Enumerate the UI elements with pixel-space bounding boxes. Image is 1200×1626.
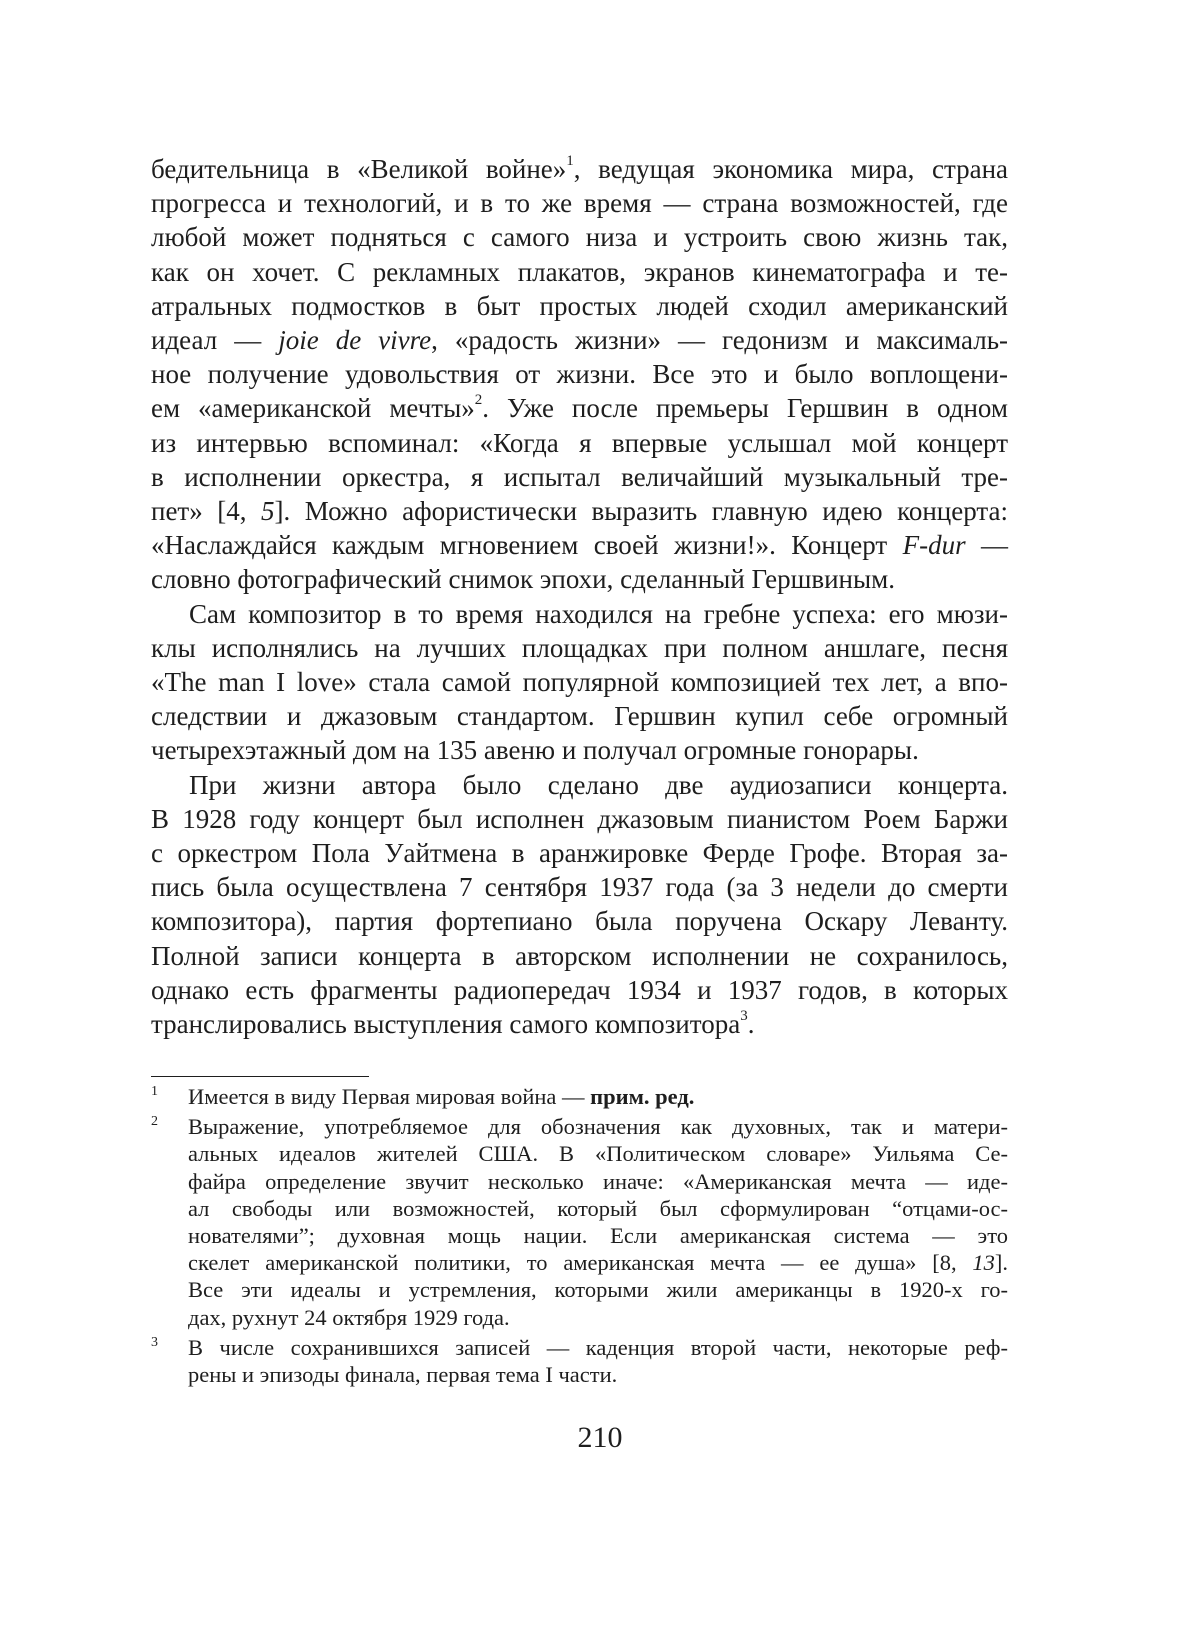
text-line: пет» [4, 5]. Можно афористически выразить главную идею концерта:: [151, 494, 1008, 528]
footnotes: [151, 1083, 1008, 1391]
text-line: атральных подмостков в быт простых людей сходил американский: [151, 289, 1008, 323]
text-line: альных идеалов жителей США. В «Политическом словаре» Уильяма Се-: [188, 1140, 1008, 1167]
text-line: Полной записи концерта в авторском исполнении не сохранилось,: [151, 939, 1008, 973]
text-line: скелет американской политики, то американская мечта — ее душа» [8, 13].: [188, 1249, 1008, 1276]
page-number: 210: [0, 1420, 1200, 1456]
text-line: композитора), партия фортепиано была поручена Оскару Леванту.: [151, 904, 1008, 938]
paragraph-3: [151, 768, 1008, 1042]
text-line: Имеется в виду Первая мировая война — прим. ред.: [188, 1083, 1008, 1110]
footnote-ref-2[interactable]: 2: [475, 392, 483, 408]
text-line: файра определение звучит несколько иначе: «Американская мечта — иде-: [188, 1168, 1008, 1195]
text-line: клы исполнялись на лучших площадках при полном аншлаге, песня: [151, 631, 1008, 665]
text-line: как он хочет. С рекламных плакатов, экранов кинематографа и те-: [151, 255, 1008, 289]
footnote-text: [188, 1113, 1008, 1331]
text-line: В числе сохранившихся записей — каденция второй части, некоторые реф-: [188, 1334, 1008, 1361]
footnote-ref-1[interactable]: 1: [566, 153, 574, 169]
text-line: пись была осуществлена 7 сентября 1937 года (за 3 недели до смерти: [151, 870, 1008, 904]
text-line: Сам композитор в то время находился на гребне успеха: его мюзи-: [151, 597, 1008, 631]
editor-note: прим. ред.: [590, 1084, 694, 1109]
text-line: следствии и джазовым стандартом. Гершвин купил себе огромный: [151, 699, 1008, 733]
italic-key-name: F-dur: [903, 530, 966, 560]
italic-page-ref: 5: [261, 496, 275, 526]
footnote-text: [188, 1083, 1008, 1110]
text-line: прогресса и технологий, и в то же время — страна возможностей, где: [151, 186, 1008, 220]
paragraph-1: [151, 152, 1008, 597]
text-line: нователями”; духовная мощь нации. Если американская система — это: [188, 1222, 1008, 1249]
footnote-3: [151, 1334, 1008, 1388]
footnote-ref-3[interactable]: 3: [740, 1008, 748, 1024]
text-line: ал свободы или возможностей, который был сформулирован “отцами-ос-: [188, 1195, 1008, 1222]
footnote-number: 1: [151, 1084, 158, 1100]
text-line: ное получение удовольствия от жизни. Все это и было воплощени-: [151, 357, 1008, 391]
text-line: в исполнении оркестра, я испытал величайший музыкальный тре-: [151, 460, 1008, 494]
text-line: однако есть фрагменты радиопередач 1934 и 1937 годов, в которых: [151, 973, 1008, 1007]
text-line: При жизни автора было сделано две аудиозаписи концерта.: [151, 768, 1008, 802]
text-line: Все эти идеалы и устремления, которыми жили американцы в 1920-х го-: [188, 1276, 1008, 1303]
footnote-1: [151, 1083, 1008, 1110]
text-line: дах, рухнут 24 октября 1929 года.: [188, 1304, 1008, 1331]
text-line: бедительница в «Великой войне»1, ведущая экономика мира, страна: [151, 152, 1008, 186]
footnote-number: 3: [151, 1335, 158, 1351]
book-page: [0, 0, 1200, 1626]
text-line: В 1928 году концерт был исполнен джазовым пианистом Роем Баржи: [151, 802, 1008, 836]
text-line: идеал — joie de vivre, «радость жизни» — гедонизм и максималь-: [151, 323, 1008, 357]
footnote-separator: [151, 1076, 369, 1077]
text-line: из интервью вспоминал: «Когда я впервые услышал мой концерт: [151, 426, 1008, 460]
text-line: словно фотографический снимок эпохи, сделанный Гершвиным.: [151, 562, 1008, 596]
text-line: ем «американской мечты»2. Уже после премьеры Гершвин в одном: [151, 391, 1008, 425]
text-line: транслировались выступления самого композитора3.: [151, 1007, 1008, 1041]
text-line: рены и эпизоды финала, первая тема I части.: [188, 1361, 1008, 1388]
footnote-text: [188, 1334, 1008, 1388]
text-line: Выражение, употребляемое для обозначения как духовных, так и матери-: [188, 1113, 1008, 1140]
main-text: [151, 152, 1008, 1041]
text-line: четырехэтажный дом на 135 авеню и получал огромные гонорары.: [151, 733, 1008, 767]
text-line: с оркестром Пола Уайтмена в аранжировке Ферде Грофе. Вторая за-: [151, 836, 1008, 870]
text-line: «Наслаждайся каждым мгновением своей жизни!». Концерт F-dur —: [151, 528, 1008, 562]
footnote-2: [151, 1113, 1008, 1331]
text-line: любой может подняться с самого низа и устроить свою жизнь так,: [151, 220, 1008, 254]
italic-phrase: joie de vivre: [278, 325, 431, 355]
footnote-number: 2: [151, 1114, 158, 1130]
text-line: «The man I love» стала самой популярной композицией тех лет, а впо-: [151, 665, 1008, 699]
paragraph-2: [151, 597, 1008, 768]
italic-page-ref: 13: [972, 1250, 995, 1275]
